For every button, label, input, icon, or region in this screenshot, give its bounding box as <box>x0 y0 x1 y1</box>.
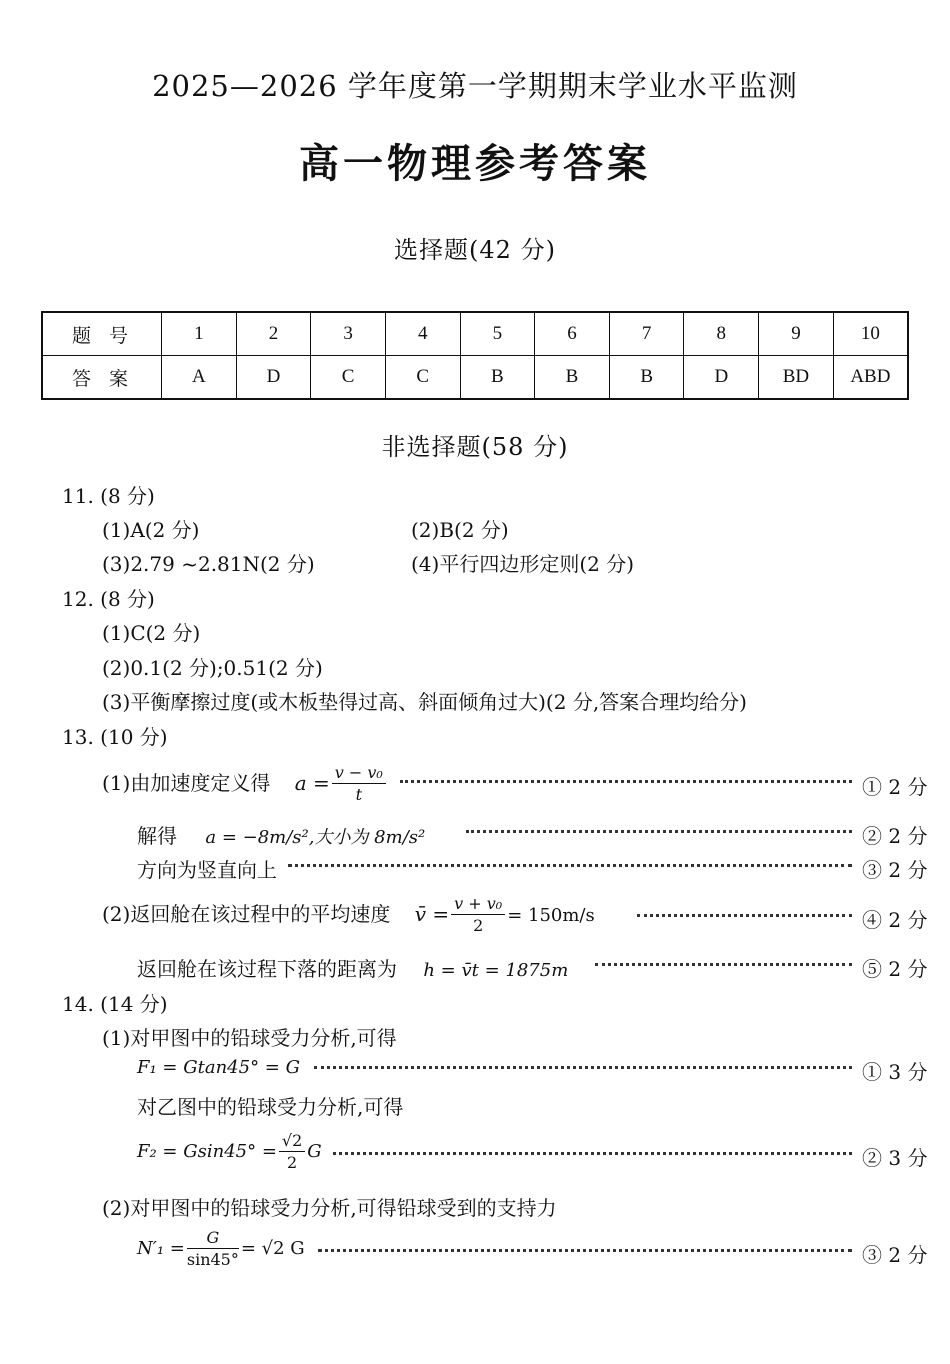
q12-part2: (2)0.1(2 分);0.51(2 分) <box>102 656 323 680</box>
fraction-numerator: v − v₀ <box>332 763 386 784</box>
leader-dots <box>595 959 852 966</box>
q11-part1: (1)A(2 分) <box>102 518 200 542</box>
q11-heading: 11. (8 分) <box>62 484 155 508</box>
q14-score-1: ① 3 分 <box>862 1060 928 1084</box>
answer-table <box>41 311 909 400</box>
fraction-denominator: 2 <box>287 1152 298 1172</box>
answer-cell: C <box>311 356 386 400</box>
q14-step1-text: (1)对甲图中的铅球受力分析,可得 <box>102 1026 397 1050</box>
fraction-numerator: G <box>187 1228 239 1249</box>
answer-cell: B <box>535 356 610 400</box>
q13-step2 <box>137 820 425 849</box>
q13-step5-formula: h = v̄t = 1875m <box>423 960 569 981</box>
q14-step2-lhs: F₂ = Gsin45° = <box>137 1141 277 1162</box>
fraction-numerator: √2 <box>279 1131 305 1152</box>
q13-step4-rhs: = 150m/s <box>507 905 595 926</box>
q13-step4-fraction <box>451 894 505 937</box>
answer-cell: D <box>684 356 759 400</box>
q13-score-3: ③ 2 分 <box>862 858 928 882</box>
q12-part3: (3)平衡摩擦过度(或木板垫得过高、斜面倾角过大)(2 分,答案合理均给分) <box>102 690 747 714</box>
q12-part1: (1)C(2 分) <box>102 621 201 645</box>
leader-dots <box>288 860 852 867</box>
q14-step2-text: 对乙图中的铅球受力分析,可得 <box>137 1095 404 1119</box>
answer-cell: B <box>609 356 684 400</box>
answer-cell: ABD <box>833 356 908 400</box>
leader-dots <box>318 1245 852 1252</box>
q13-heading: 13. (10 分) <box>62 725 168 749</box>
q11-part4: (4)平行四边形定则(2 分) <box>411 552 635 576</box>
q13-step5-text: 返回舱在该过程下落的距离为 <box>137 957 397 981</box>
question-number: 2 <box>236 312 311 356</box>
q13-step4-lhs: v̄ = <box>414 902 450 926</box>
leader-dots <box>400 776 852 783</box>
answer-cell: B <box>460 356 535 400</box>
q12-heading: 12. (8 分) <box>62 587 155 611</box>
table-row-answers <box>42 356 908 400</box>
question-number: 8 <box>684 312 759 356</box>
q13-step1-lhs: a = <box>294 771 330 795</box>
q14-score-3: ③ 2 分 <box>862 1243 928 1267</box>
q14-step3-formula <box>137 1227 305 1271</box>
question-number: 9 <box>759 312 834 356</box>
q13-score-4: ④ 2 分 <box>862 908 928 932</box>
q13-score-5: ⑤ 2 分 <box>862 957 928 981</box>
q14-step2-formula <box>137 1130 322 1174</box>
q13-score-1: ① 2 分 <box>862 775 928 799</box>
q13-score-2: ② 2 分 <box>862 824 928 848</box>
q11-part2: (2)B(2 分) <box>411 518 509 542</box>
answer-cell: BD <box>759 356 834 400</box>
q13-step2-formula: a = −8m/s²,大小为 8m/s² <box>205 827 426 848</box>
question-number: 6 <box>535 312 610 356</box>
page-title: 高一物理参考答案 <box>299 141 651 187</box>
exam-title: 2025—2026 学年度第一学期期末学业水平监测 <box>152 69 798 103</box>
table-row-numbers <box>42 312 908 356</box>
leader-dots <box>314 1062 852 1069</box>
q13-step1-fraction <box>332 763 386 806</box>
fraction-numerator: v + v₀ <box>451 894 505 915</box>
row-label-number: 题号 <box>42 312 162 356</box>
question-number: 7 <box>609 312 684 356</box>
q13-step2-text: 解得 <box>137 824 177 848</box>
q14-heading: 14. (14 分) <box>62 992 168 1016</box>
answer-cell: D <box>236 356 311 400</box>
q13-step5 <box>137 953 568 982</box>
fraction-denominator: 2 <box>473 916 484 935</box>
question-number: 4 <box>385 312 460 356</box>
q13-step1-text: (1)由加速度定义得 <box>102 771 271 795</box>
q13-step4 <box>102 894 595 937</box>
leader-dots <box>466 826 852 833</box>
q14-step3-rhs: = √2 G <box>240 1238 305 1259</box>
q14-step3-fraction <box>187 1228 239 1271</box>
question-number: 10 <box>833 312 908 356</box>
answer-cell: C <box>385 356 460 400</box>
nonchoice-section-heading: 非选择题(58 分) <box>381 433 569 461</box>
q13-step4-text: (2)返回舱在该过程中的平均速度 <box>102 902 391 926</box>
q14-score-2: ② 3 分 <box>862 1146 928 1170</box>
q14-step2-fraction <box>279 1131 305 1174</box>
question-number: 5 <box>460 312 535 356</box>
q14-step3-text: (2)对甲图中的铅球受力分析,可得铅球受到的支持力 <box>102 1196 557 1220</box>
q14-step1-formula: F₁ = Gtan45° = G <box>137 1057 300 1078</box>
fraction-denominator: sin45° <box>186 1249 239 1269</box>
q14-step3-lhs: N′₁ = <box>137 1238 185 1259</box>
leader-dots <box>333 1148 852 1155</box>
q14-step2-rhs: G <box>307 1141 322 1162</box>
leader-dots <box>637 910 852 917</box>
question-number: 1 <box>162 312 237 356</box>
answer-cell: A <box>162 356 237 400</box>
fraction-denominator: t <box>355 785 362 804</box>
choice-section-heading: 选择题(42 分) <box>394 236 556 264</box>
q13-step3-text: 方向为竖直向上 <box>137 858 277 882</box>
q13-step1 <box>102 763 388 806</box>
q11-part3: (3)2.79 ~2.81N(2 分) <box>102 552 315 576</box>
question-number: 3 <box>311 312 386 356</box>
row-label-answer: 答案 <box>42 356 162 400</box>
